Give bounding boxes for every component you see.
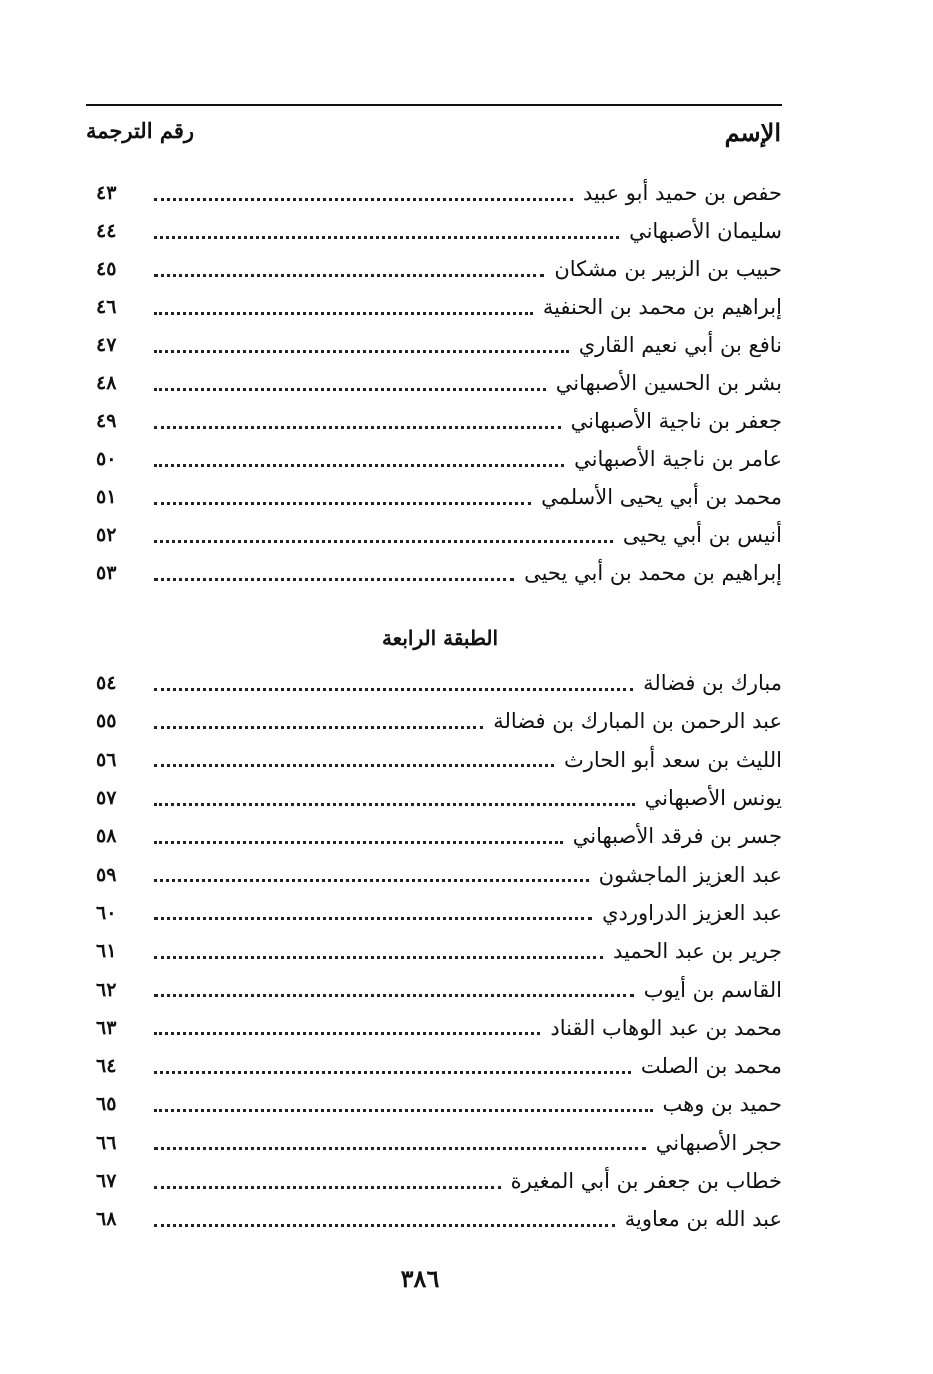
entry-number: ٥٤: [96, 672, 117, 695]
header-top-rule: [86, 104, 782, 106]
dot-leader: [154, 994, 634, 997]
entry-name: يونس الأصبهاني: [644, 786, 782, 811]
entry-number: ٦٣: [96, 1016, 117, 1039]
entry-name: خطاب بن جعفر بن أبي المغيرة: [510, 1169, 782, 1193]
entries-list-1: [86, 174, 782, 592]
number-column-header: رقم الترجمة: [86, 118, 195, 143]
entry-name: حفص بن حميد أبو عبيد: [582, 181, 782, 205]
list-item: [86, 288, 782, 326]
list-item: [86, 1124, 782, 1162]
dot-leader: [154, 1032, 540, 1035]
dot-leader: [154, 502, 531, 505]
dot-leader: [154, 388, 546, 391]
entry-number: ٥٧: [96, 787, 117, 810]
dot-leader: [154, 956, 603, 959]
list-item: [86, 402, 782, 440]
entry-name: عامر بن ناجية الأصبهاني: [574, 447, 782, 471]
entry-name: محمد بن عبد الوهاب القناد: [550, 1015, 782, 1040]
dot-leader: [154, 464, 564, 467]
list-item: [86, 326, 782, 364]
section-title: الطبقة الرابعة: [381, 626, 499, 650]
list-item: [86, 1047, 782, 1085]
dot-leader: [154, 803, 635, 806]
list-item: [86, 855, 782, 893]
entry-name: حجر الأصبهاني: [655, 1130, 782, 1155]
entry-name: عبد العزيز الدراوردي: [602, 900, 782, 925]
entry-name: حميد بن وهب: [662, 1092, 782, 1117]
list-item: [86, 741, 782, 779]
dot-leader: [154, 236, 619, 239]
list-item: [86, 212, 782, 250]
entry-number: ٥٨: [96, 825, 117, 848]
entry-number: ٤٣: [96, 182, 117, 204]
entry-name: جسر بن فرقد الأصبهاني: [572, 824, 782, 849]
entry-number: ٤٩: [96, 410, 117, 432]
dot-leader: [154, 879, 589, 882]
entry-number: ٦٢: [96, 978, 117, 1001]
entry-number: ٦٠: [96, 901, 117, 924]
entry-number: ٦٥: [96, 1093, 117, 1116]
list-item: [86, 970, 782, 1008]
list-item: [86, 779, 782, 817]
list-item: [86, 516, 782, 554]
entry-number: ٤٨: [96, 372, 117, 394]
list-item: [86, 817, 782, 855]
list-item: [86, 364, 782, 402]
entry-number: ٥٠: [96, 448, 117, 470]
dot-leader: [154, 841, 563, 844]
entry-name: محمد بن أبي يحيى الأسلمي: [541, 485, 782, 509]
entry-number: ٦٧: [96, 1170, 117, 1192]
list-item: [86, 664, 782, 702]
list-item: [86, 1200, 782, 1238]
entry-number: ٤٧: [96, 334, 117, 356]
entry-number: ٥٦: [96, 748, 117, 771]
entry-number: ٦٦: [96, 1131, 117, 1154]
dot-leader: [154, 312, 533, 315]
entry-number: ٦٨: [96, 1208, 117, 1231]
dot-leader: [154, 198, 573, 201]
dot-leader: [154, 540, 613, 543]
entry-name: نافع بن أبي نعيم القاري: [578, 333, 782, 357]
entry-name: جعفر بن ناجية الأصبهاني: [570, 409, 782, 433]
dot-leader: [154, 764, 554, 767]
entry-name: الليث بن سعد أبو الحارث: [563, 747, 782, 772]
dot-leader: [154, 1147, 646, 1150]
dot-leader: [154, 426, 561, 429]
list-item: [86, 440, 782, 478]
dot-leader: [154, 726, 483, 729]
list-item: [86, 702, 782, 740]
entry-number: ٤٦: [96, 296, 117, 318]
entry-name: بشر بن الحسين الأصبهاني: [555, 371, 782, 395]
list-item: [86, 1085, 782, 1123]
dot-leader: [154, 1186, 501, 1189]
dot-leader: [154, 917, 592, 920]
dot-leader: [154, 1224, 615, 1227]
entry-name: حبيب بن الزبير بن مشكان: [554, 257, 782, 281]
entry-name: عبد الرحمن بن المبارك بن فضالة: [493, 709, 782, 734]
entry-number: ٥٣: [96, 562, 117, 584]
entry-number: ٤٥: [96, 258, 117, 280]
list-item: [86, 894, 782, 932]
name-column-header: الإسم: [724, 118, 781, 147]
list-item: [86, 1009, 782, 1047]
entry-name: إبراهيم بن محمد بن الحنفية: [542, 295, 782, 319]
dot-leader: [154, 274, 544, 277]
dot-leader: [154, 578, 514, 581]
entry-number: ٦٤: [96, 1055, 117, 1078]
entry-name: محمد بن الصلت: [640, 1054, 782, 1079]
page-number: ٣٨٦: [400, 1264, 440, 1293]
entry-number: ٤٤: [96, 220, 117, 242]
entry-name: عبد العزيز الماجشون: [598, 862, 782, 887]
list-item: [86, 554, 782, 592]
list-item: [86, 250, 782, 288]
entry-name: أنيس بن أبي يحيى: [622, 523, 782, 547]
entry-name: القاسم بن أيوب: [643, 977, 782, 1002]
dot-leader: [154, 1071, 631, 1074]
list-item: [86, 174, 782, 212]
dot-leader: [154, 1109, 653, 1112]
entries-list-2: [86, 664, 782, 1238]
list-item: [86, 1162, 782, 1200]
dot-leader: [154, 688, 633, 691]
entry-name: سليمان الأصبهاني: [629, 219, 782, 243]
entry-number: ٦١: [96, 940, 117, 963]
entry-name: إبراهيم بن محمد بن أبي يحيى: [524, 561, 782, 585]
entry-name: مبارك بن فضالة: [643, 671, 782, 696]
entry-name: عبد الله بن معاوية: [624, 1207, 782, 1232]
entry-number: ٥١: [96, 486, 117, 508]
entry-number: ٥٩: [96, 863, 117, 886]
entry-number: ٥٥: [96, 710, 117, 733]
list-item: [86, 932, 782, 970]
list-item: [86, 478, 782, 516]
entry-name: جرير بن عبد الحميد: [612, 939, 782, 964]
dot-leader: [154, 350, 569, 353]
entry-number: ٥٢: [96, 524, 117, 546]
